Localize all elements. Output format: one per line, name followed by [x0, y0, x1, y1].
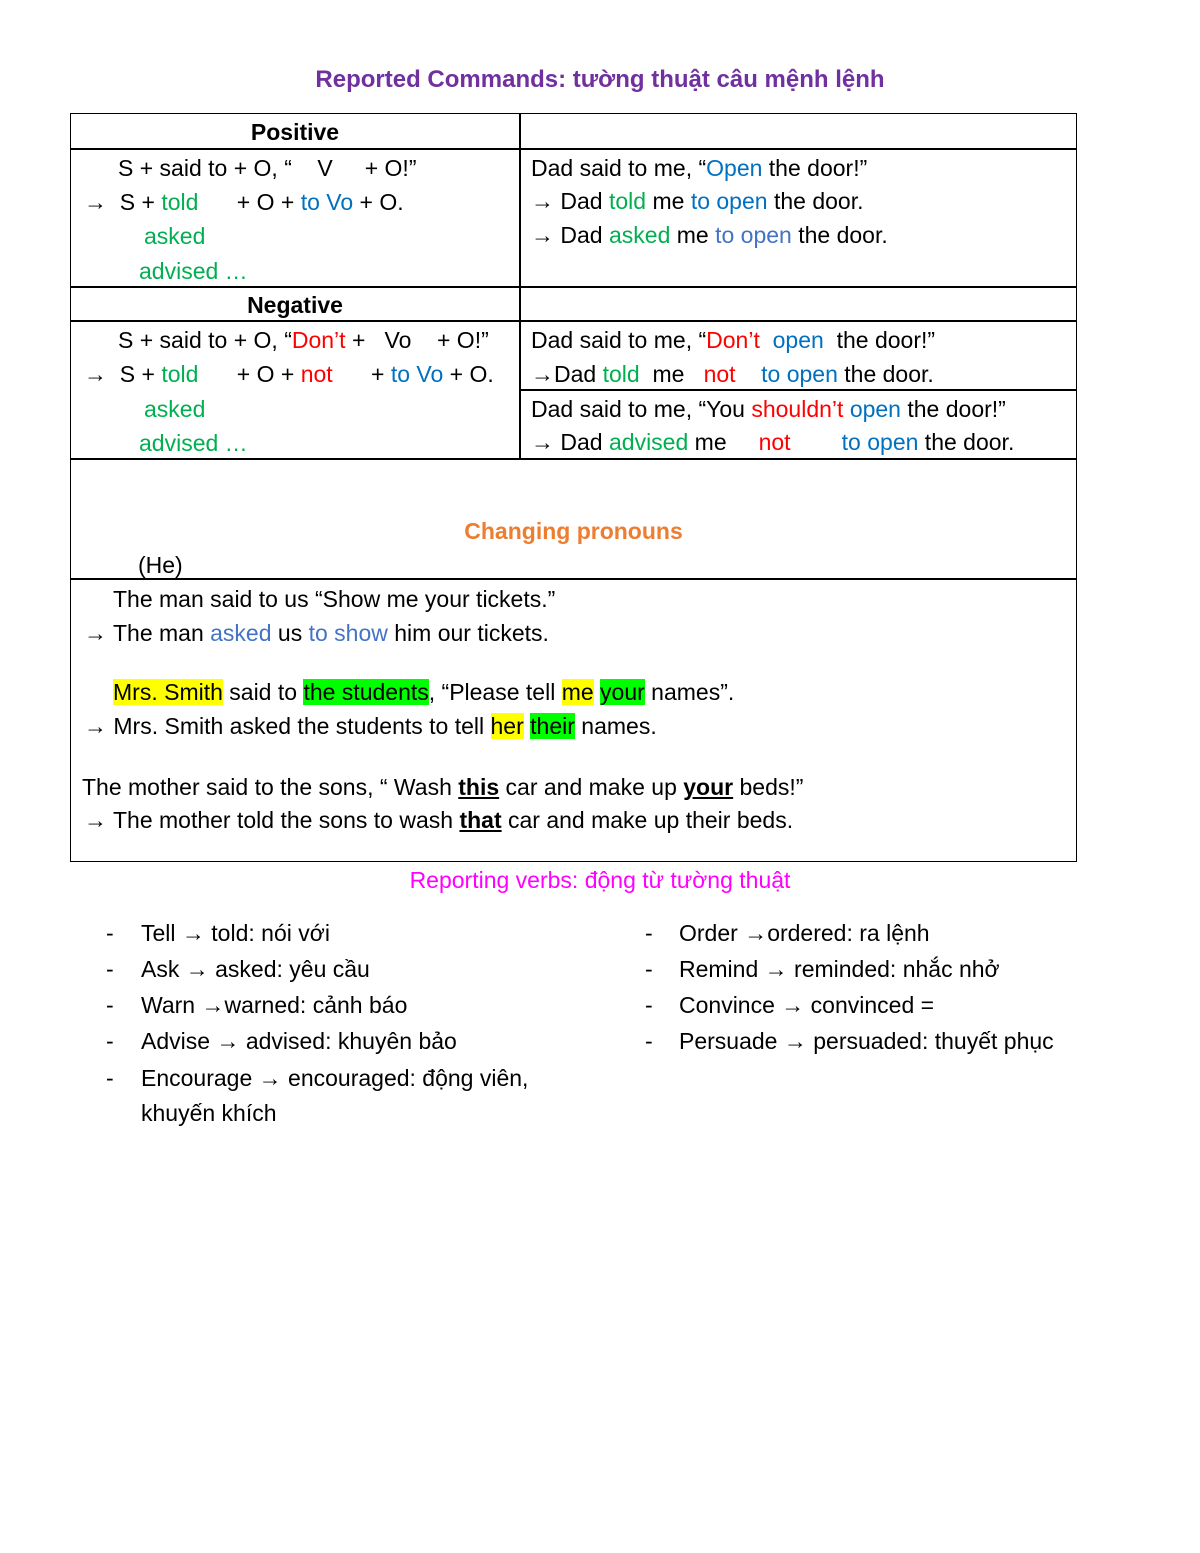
- arrow-icon: →: [185, 956, 209, 982]
- negative-example2-line1: Dad said to me, “You shouldn’t open the door!”: [531, 396, 1006, 422]
- arrow-icon: →: [531, 429, 554, 455]
- positive-formula-asked: asked: [144, 223, 206, 249]
- arrow-icon: →: [531, 188, 554, 214]
- pronoun-example1-line1: The man said to us “Show me your tickets.”: [113, 586, 556, 612]
- verb-item: Order →ordered: ra lệnh: [679, 920, 930, 946]
- verb-item-wrap: khuyến khích: [141, 1100, 277, 1126]
- changing-pronouns-heading: Changing pronouns: [464, 518, 683, 544]
- list-bullet: -: [645, 920, 653, 946]
- verb-item: Convince → convinced =: [679, 992, 935, 1018]
- reporting-verbs-heading: Reporting verbs: động từ tường thuật: [409, 867, 791, 893]
- arrow-icon: →: [258, 1065, 282, 1091]
- arrow-icon: →: [84, 361, 107, 387]
- he-note: (He): [138, 552, 183, 578]
- negative-example2-line2: → Dad advised me not to open the door.: [531, 429, 1015, 455]
- verb-item: Persuade → persuaded: thuyết phục: [679, 1028, 1054, 1054]
- verb-item: Tell → told: nói với: [141, 920, 330, 946]
- positive-example-line1: Dad said to me, “Open the door!”: [531, 155, 868, 181]
- table-divider: [70, 286, 1077, 288]
- positive-formula-advised: advised …: [139, 258, 248, 284]
- table-divider: [70, 578, 1077, 580]
- positive-formula-line2: → S + told + O + to Vo + O.: [84, 189, 404, 215]
- positive-formula-line1: S + said to + O, “ V + O!”: [118, 155, 417, 181]
- negative-formula-line2: → S + told + O + not + to Vo + O.: [84, 361, 494, 387]
- page-title: Reported Commands: tường thuật câu mệnh lệnh: [315, 66, 885, 93]
- verb-item: Warn →warned: cảnh báo: [141, 992, 408, 1018]
- pronoun-example2-line1: Mrs. Smith said to the students, “Please tell me your names”.: [113, 679, 735, 705]
- list-bullet: -: [645, 956, 653, 982]
- negative-example1-line2: →Dad told me not to open the door.: [531, 361, 934, 387]
- pronoun-example2-line2: → Mrs. Smith asked the students to tell her their names.: [84, 713, 657, 739]
- arrow-icon: →: [201, 992, 225, 1018]
- list-bullet: -: [106, 956, 114, 982]
- list-bullet: -: [106, 920, 114, 946]
- list-bullet: -: [106, 1065, 114, 1091]
- negative-example1-line1: Dad said to me, “Don’t open the door!”: [531, 327, 936, 353]
- arrow-icon: →: [781, 992, 805, 1018]
- verb-item: Remind → reminded: nhắc nhở: [679, 956, 1000, 982]
- arrow-icon: →: [84, 807, 107, 833]
- list-bullet: -: [106, 1028, 114, 1054]
- arrow-icon: →: [84, 189, 107, 215]
- pronoun-example1-line2: → The man asked us to show him our tickets.: [84, 620, 549, 646]
- table-divider: [70, 148, 1077, 150]
- arrow-icon: →: [744, 920, 768, 946]
- list-bullet: -: [645, 1028, 653, 1054]
- negative-header: Negative: [247, 292, 343, 318]
- positive-example-line2: → Dad told me to open the door.: [531, 188, 864, 214]
- pronoun-example3-line2: → The mother told the sons to wash that car and make up their beds.: [84, 807, 794, 833]
- verb-item: Encourage → encouraged: động viên,: [141, 1065, 529, 1091]
- arrow-icon: →: [84, 713, 107, 739]
- arrow-icon: →: [531, 222, 554, 248]
- positive-header: Positive: [250, 119, 340, 145]
- pronoun-example3-line1: The mother said to the sons, “ Wash this car and make up your beds!”: [82, 774, 804, 800]
- negative-formula-asked: asked: [144, 396, 206, 422]
- table-divider: [70, 458, 1077, 460]
- table-divider: [520, 389, 1077, 391]
- arrow-icon: →: [216, 1028, 240, 1054]
- table-column-divider: [519, 113, 521, 459]
- negative-formula-advised: advised …: [139, 430, 248, 456]
- verb-item: Advise → advised: khuyên bảo: [141, 1028, 457, 1054]
- list-bullet: -: [645, 992, 653, 1018]
- negative-formula-line1: S + said to + O, “Don’t + Vo + O!”: [118, 327, 489, 353]
- positive-example-line3: → Dad asked me to open the door.: [531, 222, 888, 248]
- verb-item: Ask → asked: yêu cầu: [141, 956, 370, 982]
- arrow-icon: →: [531, 361, 554, 387]
- arrow-icon: →: [84, 620, 107, 646]
- arrow-icon: →: [764, 956, 788, 982]
- arrow-icon: →: [181, 920, 205, 946]
- arrow-icon: →: [783, 1028, 807, 1054]
- list-bullet: -: [106, 992, 114, 1018]
- table-divider: [70, 320, 1077, 322]
